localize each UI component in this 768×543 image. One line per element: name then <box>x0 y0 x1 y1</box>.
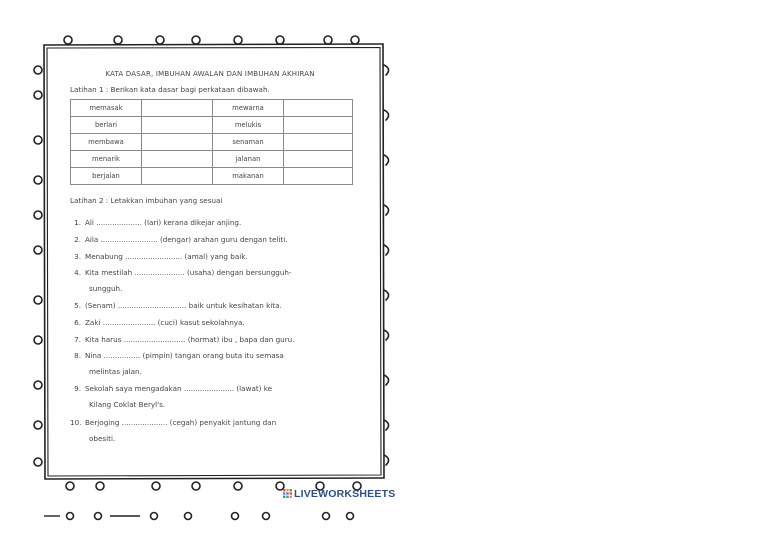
answer-cell[interactable] <box>142 151 213 168</box>
word-cell: mewarna <box>213 100 284 117</box>
liveworksheets-logo <box>283 488 395 500</box>
question-5 <box>70 301 282 310</box>
liveworksheets-logo-icon <box>283 489 292 498</box>
question-4 <box>70 268 292 277</box>
word-cell: berlari <box>71 117 142 134</box>
word-cell: membawa <box>71 134 142 151</box>
answer-cell[interactable] <box>284 151 353 168</box>
table-row <box>71 134 353 151</box>
question-number: 4. <box>74 268 81 277</box>
question-number: 1. <box>74 218 81 227</box>
word-table <box>70 99 353 185</box>
word-cell: menarik <box>71 151 142 168</box>
question-text: Aila ......................... (dengar) arahan guru dengan teliti. <box>85 235 288 244</box>
answer-cell[interactable] <box>284 168 353 185</box>
worksheet-title: KATA DASAR, IMBUHAN AWALAN DAN IMBUHAN AKHIRAN <box>105 70 315 78</box>
question-number: 2. <box>74 235 81 244</box>
answer-cell[interactable] <box>142 168 213 185</box>
answer-cell[interactable] <box>142 134 213 151</box>
table-row <box>71 168 353 185</box>
answer-cell[interactable] <box>142 100 213 117</box>
question-9-continuation: Kilang Coklat Beryl's. <box>89 400 166 409</box>
question-9 <box>70 384 272 393</box>
answer-cell[interactable] <box>284 117 353 134</box>
question-text: Kita mestilah ...................... (usaha) dengan bersungguh- <box>85 268 292 277</box>
question-10-continuation: obesiti. <box>89 434 116 443</box>
question-text: Zaki ....................... (cuci) kasut sekolahnya. <box>85 318 245 327</box>
answer-cell[interactable] <box>284 100 353 117</box>
liveworksheets-logo-text: LIVEWORKSHEETS <box>294 488 396 500</box>
question-8-continuation: melintas jalan. <box>89 367 142 376</box>
word-cell: jalanan <box>213 151 284 168</box>
question-text: Nina ................ (pimpin) tangan orang buta itu semasa <box>85 351 284 360</box>
word-cell: memasak <box>71 100 142 117</box>
table-row <box>71 117 353 134</box>
question-number: 10. <box>70 418 82 427</box>
question-text: Kita harus ........................... (hormat) ibu , bapa dan guru. <box>85 335 295 344</box>
question-8 <box>70 351 284 360</box>
question-7 <box>70 335 295 344</box>
word-cell: senaman <box>213 134 284 151</box>
word-cell: melukis <box>213 117 284 134</box>
question-number: 8. <box>74 351 81 360</box>
question-text: Berjoging .................... (cegah) penyakit jantung dan <box>85 418 277 427</box>
question-text: (Senam) .............................. baik untuk kesihatan kita. <box>85 301 282 310</box>
word-cell: makanan <box>213 168 284 185</box>
question-text: Menabung ......................... (amal) yang baik. <box>85 252 248 261</box>
question-text: Sekolah saya mengadakan ...................... (lawat) ke <box>85 384 273 393</box>
answer-cell[interactable] <box>142 117 213 134</box>
question-number: 3. <box>74 252 81 261</box>
question-2 <box>70 235 288 244</box>
question-10 <box>70 418 276 427</box>
table-row <box>71 100 353 117</box>
exercise2-instruction: Latihan 2 : Letakkan imbuhan yang sesuai <box>70 196 223 205</box>
question-number: 7. <box>74 335 81 344</box>
question-3 <box>70 252 248 261</box>
exercise1-instruction: Latihan 1 : Berikan kata dasar bagi perkataan dibawah. <box>70 85 270 94</box>
table-row <box>71 151 353 168</box>
question-number: 5. <box>74 301 81 310</box>
question-4-continuation: sungguh. <box>89 284 123 293</box>
question-number: 9. <box>74 384 81 393</box>
question-number: 6. <box>74 318 81 327</box>
question-1 <box>70 218 241 227</box>
answer-cell[interactable] <box>284 134 353 151</box>
question-text: Ali .................... (lari) kerana dikejar anjing. <box>85 218 242 227</box>
word-cell: berjalan <box>71 168 142 185</box>
question-6 <box>70 318 245 327</box>
